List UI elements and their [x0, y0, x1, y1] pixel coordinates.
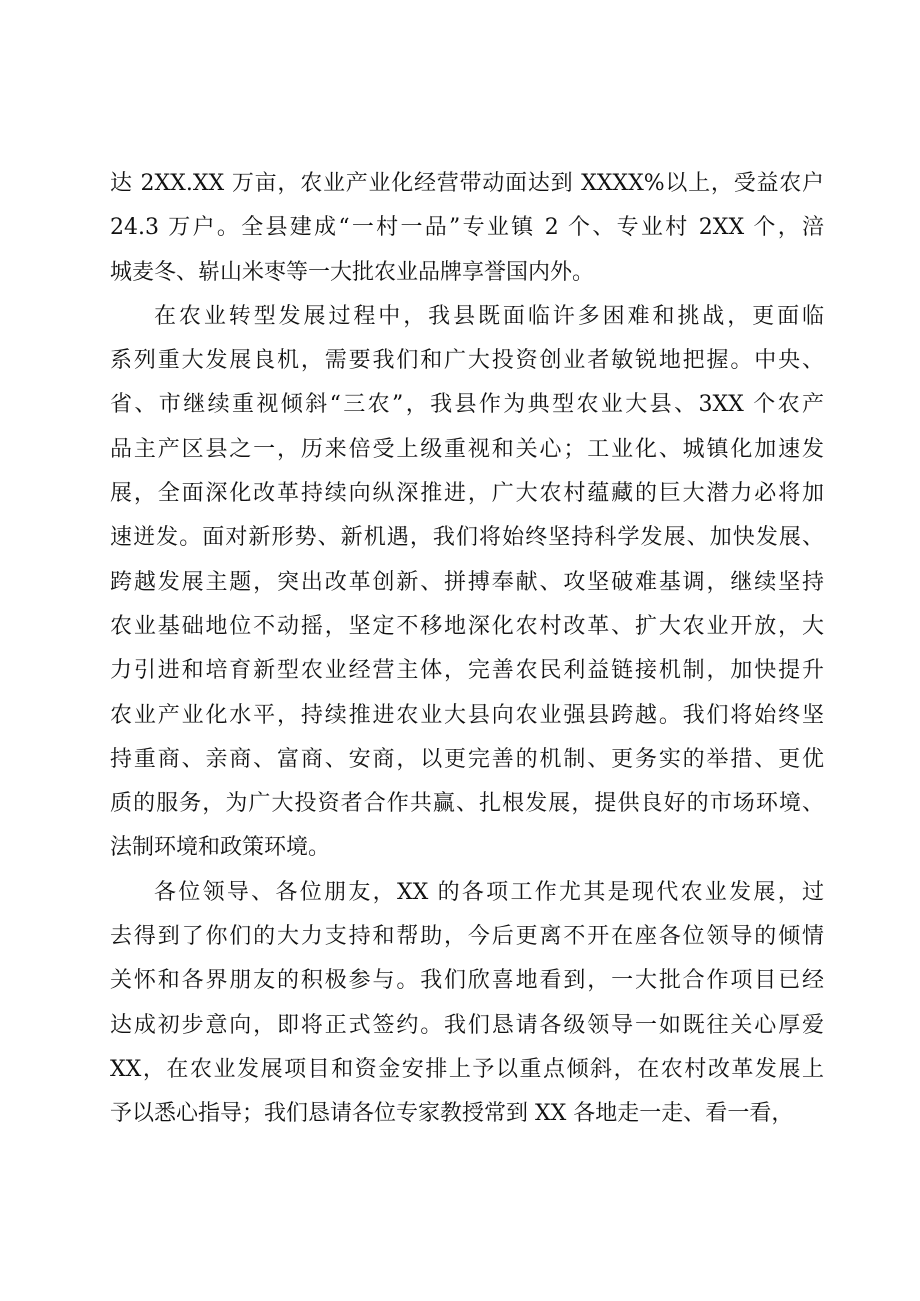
text-line: 跨越发展主题，突出改革创新、拼搏奉献、攻坚破难基调，继续坚持	[110, 569, 824, 595]
text-line: 系列重大发展良机，需要我们和广大投资创业者敏锐地把握。中央、	[110, 348, 824, 374]
text-line: 在农业转型发展过程中，我县既面临许多困难和挑战，更面临	[154, 303, 824, 329]
text-line: 质的服务，为广大投资者合作共赢、扎根发展，提供良好的市场环境、	[110, 791, 824, 817]
text-line: 关怀和各界朋友的积极参与。我们欣喜地看到，一大批合作项目已经	[110, 968, 824, 994]
text-line: 予以悉心指导；我们恳请各位专家教授常到 XX 各地走一走、看一看，	[110, 1101, 794, 1127]
paragraph	[110, 871, 824, 1137]
text-line: 达 2XX.XX 万亩，农业产业化经营带动面达到 XXXX%以上，受益农户	[110, 171, 824, 196]
paragraph	[110, 295, 824, 871]
text-line: 达成初步意向，即将正式签约。我们恳请各级领导一如既往关心厚爱	[110, 1012, 824, 1038]
text-line: 持重商、亲商、富商、安商，以更完善的机制、更务实的举措、更优	[110, 746, 824, 772]
text-line: 省、市继续重视倾斜“三农”，我县作为典型农业大县、3XX 个农产	[110, 392, 824, 418]
text-line: 24.3 万户。全县建成“一村一品”专业镇 2 个、专业村 2XX 个，涪	[110, 215, 824, 241]
text-line: 农业产业化水平，持续推进农业大县向农业强县跨越。我们将始终坚	[110, 702, 824, 728]
text-line: 农业基础地位不动摇，坚定不移地深化农村改革、扩大农业开放，大	[110, 613, 824, 639]
paragraph	[110, 162, 824, 295]
text-line: 速迸发。面对新形势、新机遇，我们将始终坚持科学发展、加快发展、	[110, 525, 824, 551]
text-line: 城麦冬、崭山米枣等一大批农业品牌享誉国内外。	[110, 259, 595, 285]
text-line: XX，在农业发展项目和资金安排上予以重点倾斜，在农村改革发展上	[110, 1056, 824, 1082]
text-line: 品主产区县之一，历来倍受上级重视和关心；工业化、城镇化加速发	[110, 436, 824, 462]
text-line: 去得到了你们的大力支持和帮助，今后更离不开在座各位领导的倾情	[110, 924, 824, 950]
document-body	[110, 162, 824, 1137]
text-line: 法制环境和政策环境。	[110, 835, 331, 861]
text-line: 各位领导、各位朋友，XX 的各项工作尤其是现代农业发展，过	[154, 879, 824, 905]
text-line: 力引进和培育新型农业经营主体，完善农民利益链接机制，加快提升	[110, 658, 824, 684]
text-line: 展，全面深化改革持续向纵深推进，广大农村蕴藏的巨大潜力必将加	[110, 481, 824, 507]
